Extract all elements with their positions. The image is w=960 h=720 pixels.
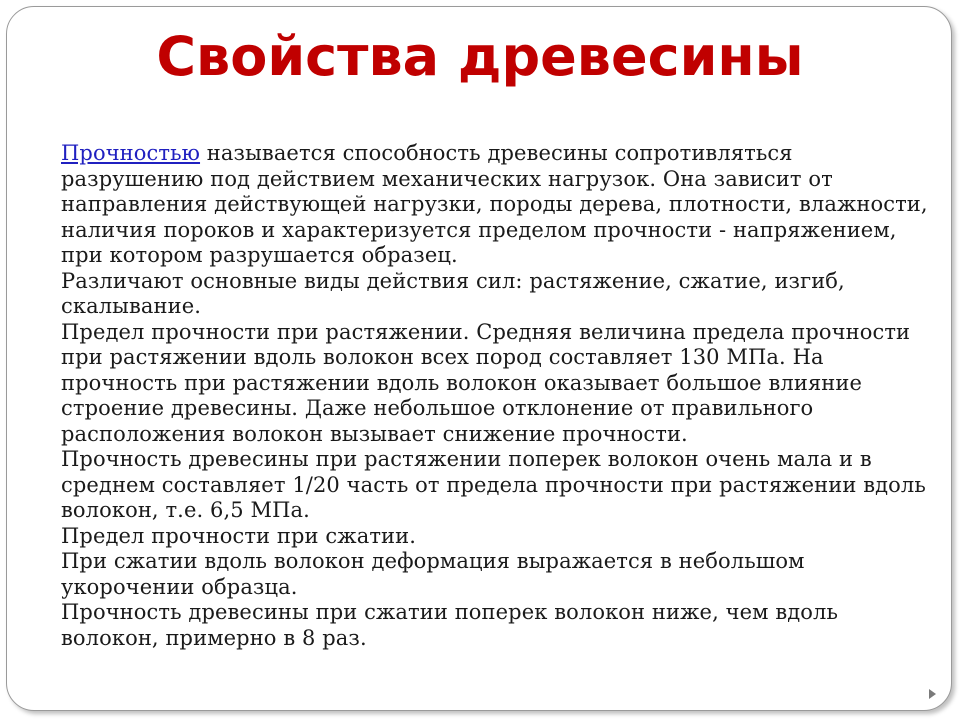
slide-body xyxy=(61,141,931,651)
triangle-right-icon[interactable] xyxy=(929,689,936,699)
paragraph-tensile-across: Прочность древесины при растяжении поперек волокон очень мала и в среднем составляет 1/20 часть от предела прочности при растяжении вдоль волокон, т.е. 6,5 МПа. xyxy=(61,447,926,522)
paragraph-compression-across: Прочность древесины при сжатии поперек волокон ниже, чем вдоль волокон, примерно в 8 раз. xyxy=(61,600,839,650)
strength-definition-text: называется способность древесины сопротивляться разрушению под действием механических нагрузок. Она зависит от направления действующей нагрузки, породы дерева, плотности, влажности, наличия пороков и характеризуется пределом прочности - напряжением, при котором разрушается образец. xyxy=(61,141,928,267)
slide-title: Свойства древесины xyxy=(156,25,804,88)
paragraph-compression-heading: Предел прочности при сжатии. xyxy=(61,523,417,548)
paragraph-strength-definition xyxy=(61,141,931,269)
paragraph-compression-along: При сжатии вдоль волокон деформация выражается в небольшом укорочении образца. xyxy=(61,549,805,599)
paragraph-tensile-limit: Предел прочности при растяжении. Средняя величина предела прочности при растяжении вдоль волокон всех пород составляет 130 МПа. На прочность при растяжении вдоль волокон оказывает большое влияние строение древесины. Даже небольшое отклонение от правильного расположения волокон вызывает снижение прочности. xyxy=(61,319,911,446)
strength-term-link[interactable]: Прочностью xyxy=(61,141,201,165)
paragraph-force-types: Различают основные виды действия сил: растяжение, сжатие, изгиб, скалывание. xyxy=(61,268,845,318)
